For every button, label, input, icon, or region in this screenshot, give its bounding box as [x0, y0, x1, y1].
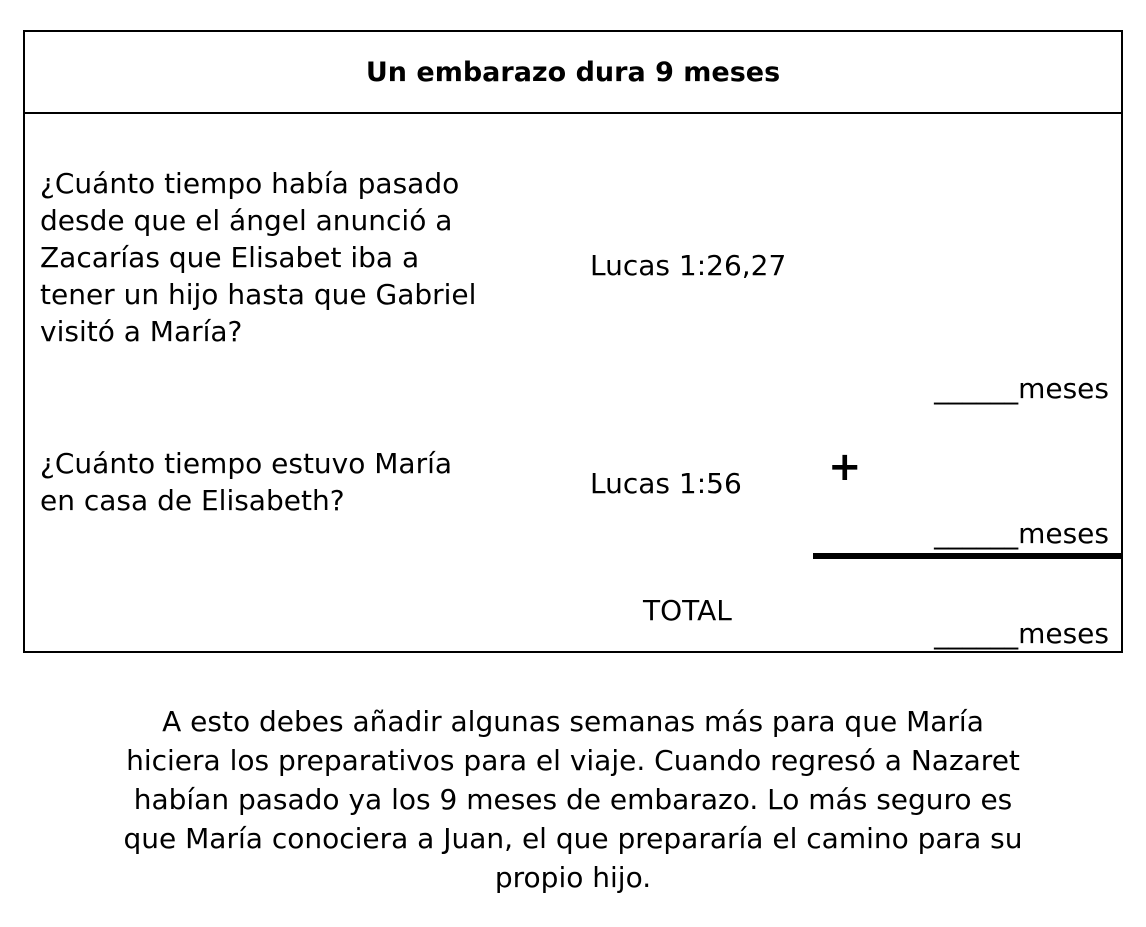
- explanatory-note: [20, 702, 1126, 897]
- note-line: propio hijo.: [494, 861, 652, 894]
- question-line: desde que el ángel anunció a: [40, 204, 453, 237]
- note-line: habían pasado ya los 9 meses de embarazo. Lo más seguro es: [133, 783, 1013, 816]
- note-line: que María conociera a Juan, el que prepararía el camino para su: [123, 822, 1023, 855]
- question-line: en casa de Elisabeth?: [40, 484, 345, 517]
- plus-operator: +: [828, 444, 862, 490]
- note-line: hiciera los preparativos para el viaje. Cuando regresó a Nazaret: [126, 744, 1020, 777]
- total-label: TOTAL: [643, 594, 732, 627]
- question-line: Zacarías que Elisabet iba a: [40, 241, 420, 274]
- question-text: [40, 445, 452, 519]
- note-line: A esto debes añadir algunas semanas más para que María: [162, 705, 984, 738]
- sum-line: [813, 553, 1123, 559]
- bible-reference: Lucas 1:26,27: [590, 249, 787, 282]
- question-line: ¿Cuánto tiempo estuvo María: [40, 447, 453, 480]
- question-line: visitó a María?: [40, 315, 243, 348]
- total-answer-blank[interactable]: ______meses: [934, 617, 1109, 650]
- question-line: ¿Cuánto tiempo había pasado: [40, 167, 460, 200]
- question-text: [40, 165, 476, 350]
- bible-reference: Lucas 1:56: [590, 467, 742, 500]
- answer-blank[interactable]: ______meses: [934, 372, 1109, 405]
- answer-blank[interactable]: ______meses: [934, 517, 1109, 550]
- worksheet-title: Un embarazo dura 9 meses: [25, 32, 1121, 114]
- question-line: tener un hijo hasta que Gabriel: [40, 278, 477, 311]
- worksheet-table: [23, 30, 1123, 653]
